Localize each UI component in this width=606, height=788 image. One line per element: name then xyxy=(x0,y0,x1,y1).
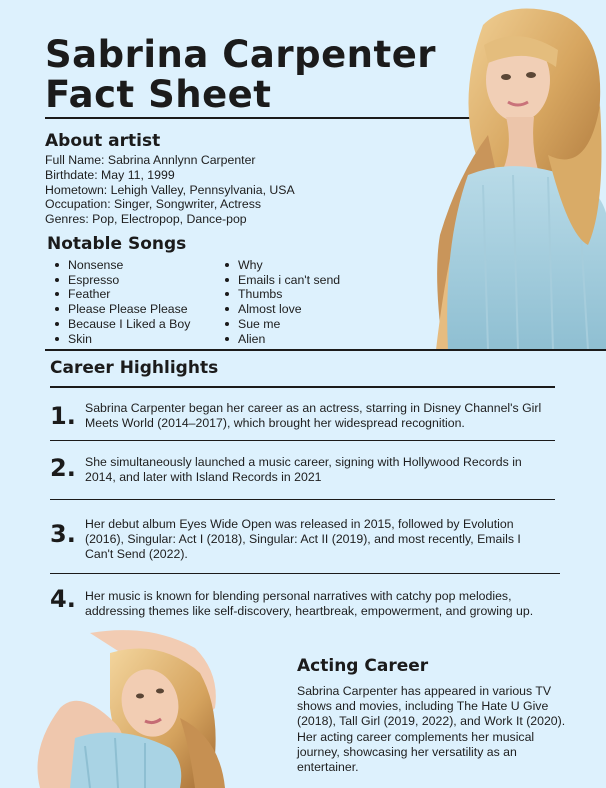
about-heading: About artist xyxy=(45,131,161,151)
title-line-1: Sabrina Carpenter xyxy=(45,33,437,76)
page-title xyxy=(45,35,436,115)
highlight-text-4: Her music is known for blending personal narratives with catchy pop melodies, addressing themes like self-discovery, heartbreak, empowerment, and growing up. xyxy=(85,589,534,618)
highlights-divider xyxy=(50,386,555,388)
song-item: Skin xyxy=(54,332,190,347)
song-item: Because I Liked a Boy xyxy=(54,317,190,332)
song-item: Feather xyxy=(54,287,190,302)
songs-heading: Notable Songs xyxy=(47,234,187,254)
highlight-text-2: She simultaneously launched a music career, signing with Hollywood Records in 2014, and later with Island Records in 2021 xyxy=(85,455,522,484)
about-hometown: Hometown: Lehigh Valley, Pennsylvania, USA xyxy=(45,182,295,197)
highlight-text-3: Her debut album Eyes Wide Open was released in 2015, followed by Evolution (2016), Singular: Act I (2018), Singular: Act II (2019), and most recently, Emails I Can't Send (2022). xyxy=(85,517,521,561)
song-item: Nonsense xyxy=(54,258,190,273)
title-line-2: Fact Sheet xyxy=(45,73,272,116)
about-birthdate: Birthdate: May 11, 1999 xyxy=(45,167,175,182)
artist-portrait-bottom xyxy=(20,628,230,788)
about-genres: Genres: Pop, Electropop, Dance-pop xyxy=(45,212,247,227)
title-divider xyxy=(45,117,470,119)
about-occupation: Occupation: Singer, Songwriter, Actress xyxy=(45,197,261,212)
songs-list-left xyxy=(54,258,190,346)
about-full-name: Full Name: Sabrina Annlynn Carpenter xyxy=(45,153,256,167)
artist-portrait-top xyxy=(428,5,606,350)
song-item: Emails i can't send xyxy=(224,273,340,288)
about-details xyxy=(45,153,295,227)
highlights-heading: Career Highlights xyxy=(50,358,219,378)
highlight-divider xyxy=(50,440,555,441)
songs-divider xyxy=(45,349,606,351)
song-item: Please Please Please xyxy=(54,302,190,317)
song-item: Thumbs xyxy=(224,287,340,302)
song-item: Almost love xyxy=(224,302,340,317)
acting-text: Sabrina Carpenter has appeared in various TV shows and movies, including The Hate U Give (2018), Tall Girl (2019, 2022), and Work It (2020). Her acting career complements her musical journey, showcasing her versatility as an entertainer. xyxy=(297,684,566,775)
song-item: Why xyxy=(224,258,340,273)
acting-heading: Acting Career xyxy=(297,656,429,676)
highlight-divider xyxy=(50,573,560,574)
highlight-number-2: 2. xyxy=(50,454,76,482)
song-item: Espresso xyxy=(54,273,190,288)
highlight-number-3: 3. xyxy=(50,520,76,548)
highlight-number-1: 1. xyxy=(50,402,76,430)
highlight-text-1: Sabrina Carpenter began her career as an actress, starring in Disney Channel's Girl Meets World (2014–2017), which brought her widespread recognition. xyxy=(85,401,542,430)
highlight-divider xyxy=(50,499,555,500)
song-item: Alien xyxy=(224,332,340,347)
song-item: Sue me xyxy=(224,317,340,332)
highlight-number-4: 4. xyxy=(50,585,76,613)
songs-list-right xyxy=(224,258,340,346)
